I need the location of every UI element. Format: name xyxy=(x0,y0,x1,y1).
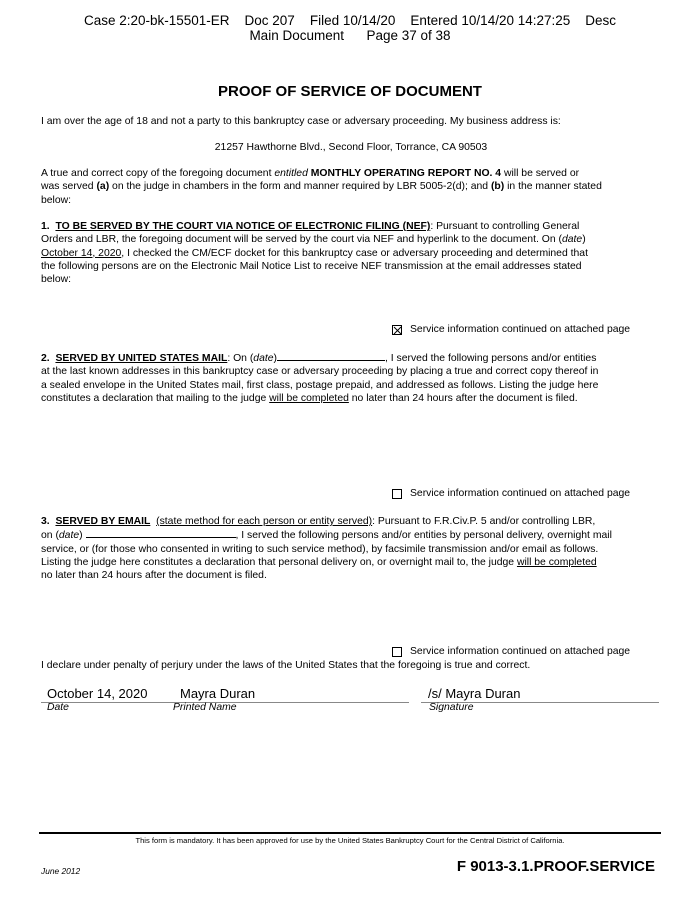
section-3-date-blank[interactable] xyxy=(86,528,236,538)
section-3-continued-checkbox[interactable] xyxy=(392,647,402,657)
date-label: Date xyxy=(47,702,69,713)
section-1-continued-checkbox[interactable] xyxy=(392,325,402,335)
section-1-continued-label: Service information continued on attached page xyxy=(410,324,631,335)
section-1-heading: TO BE SERVED BY THE COURT VIA NOTICE OF ELECTRONIC FILING (NEF) xyxy=(55,221,431,232)
form-number: F 9013-3.1.PROOF.SERVICE xyxy=(456,858,655,875)
section-3-heading: SERVED BY EMAIL xyxy=(55,516,151,527)
section-2-continued-row xyxy=(392,488,630,499)
section-1-continued-row xyxy=(392,324,630,335)
served-paragraph: A true and correct copy of the foregoing document entitled MONTHLY OPERATING REPORT NO. 4 will be served or was served (a) on the judge in chambers in the form and manner required by LBR 5005-2(d); and (b) in the manner stated below: xyxy=(41,168,602,206)
perjury-declaration: I declare under penalty of perjury under the laws of the United States that the foregoing is true and correct. xyxy=(41,660,531,671)
signature-date-value[interactable]: October 14, 2020 xyxy=(47,686,148,701)
mandatory-form-notice: This form is mandatory. It has been approved for use by the United States Bankruptcy Court for the Central District of California. xyxy=(135,836,565,845)
form-revision-date: June 2012 xyxy=(41,866,81,876)
printed-name-label: Printed Name xyxy=(173,702,237,713)
section-2-date-blank[interactable] xyxy=(277,351,385,361)
section-3-continued-row xyxy=(392,646,630,657)
section-1-nef: 1. TO BE SERVED BY THE COURT VIA NOTICE OF ELECTRONIC FILING (NEF): Pursuant to controlling General Orders and LBR, the foregoing document will be served by the court via NEF and hyperlink to the document. On (date) October 14, 2020, I checked the CM/ECF docket for this bankruptcy case or adversary proceeding and determined that the following persons are on the Electronic Mail Notice List to receive NEF transmission at the email addresses stated below: xyxy=(41,221,588,286)
printed-name-value[interactable]: Mayra Duran xyxy=(180,686,256,701)
case-header-line-2: Main Document Page 37 of 38 xyxy=(249,28,451,43)
case-header-line-1: Case 2:20-bk-15501-ER Doc 207 Filed 10/14/20 Entered 10/14/20 14:27:25 Desc xyxy=(83,13,617,28)
intro-statement: I am over the age of 18 and not a party to this bankruptcy case or adversary proceeding. My business address is: xyxy=(41,116,561,127)
section-2-heading: SERVED BY UNITED STATES MAIL xyxy=(55,353,228,364)
signature-label: Signature xyxy=(429,702,474,713)
section-1-date-value: October 14, 2020 xyxy=(41,247,122,259)
signature-value[interactable]: /s/ Mayra Duran xyxy=(428,686,521,701)
section-2-continued-checkbox[interactable] xyxy=(392,489,402,499)
footer-rule xyxy=(39,832,661,834)
document-title: PROOF OF SERVICE OF DOCUMENT xyxy=(218,83,482,100)
section-3-continued-label: Service information continued on attached page xyxy=(410,646,631,657)
section-2-mail: 2. SERVED BY UNITED STATES MAIL: On (date) , I served the following persons and/or entities at the last known addresses in this bankruptcy case or adversary proceeding by placing a true and correct copy thereof in a sealed envelope in the United States mail, first class, postage prepaid, and addressed as follows. Listing the judge here constitutes a declaration that mailing to the judge will be completed no later than 24 hours after the document is filed. xyxy=(41,353,599,404)
section-2-continued-label: Service information continued on attached page xyxy=(410,488,631,499)
checkmark-x-icon xyxy=(393,326,403,336)
section-3-email: 3. SERVED BY EMAIL (state method for each person or entity served): Pursuant to F.R.Civ.P. 5 and/or controlling LBR, on (date) , I served the following persons and/or entities by personal delivery, overnight mail service, or (for those who consented in writing to such service method), by facsimile transmission and/or email as follows. Listing the judge here constitutes a declaration that personal delivery on, or overnight mail to, the judge will be completed no later than 24 hours after the document is filed. xyxy=(41,516,612,582)
business-address: 21257 Hawthorne Blvd., Second Floor, Torrance, CA 90503 xyxy=(214,142,488,153)
